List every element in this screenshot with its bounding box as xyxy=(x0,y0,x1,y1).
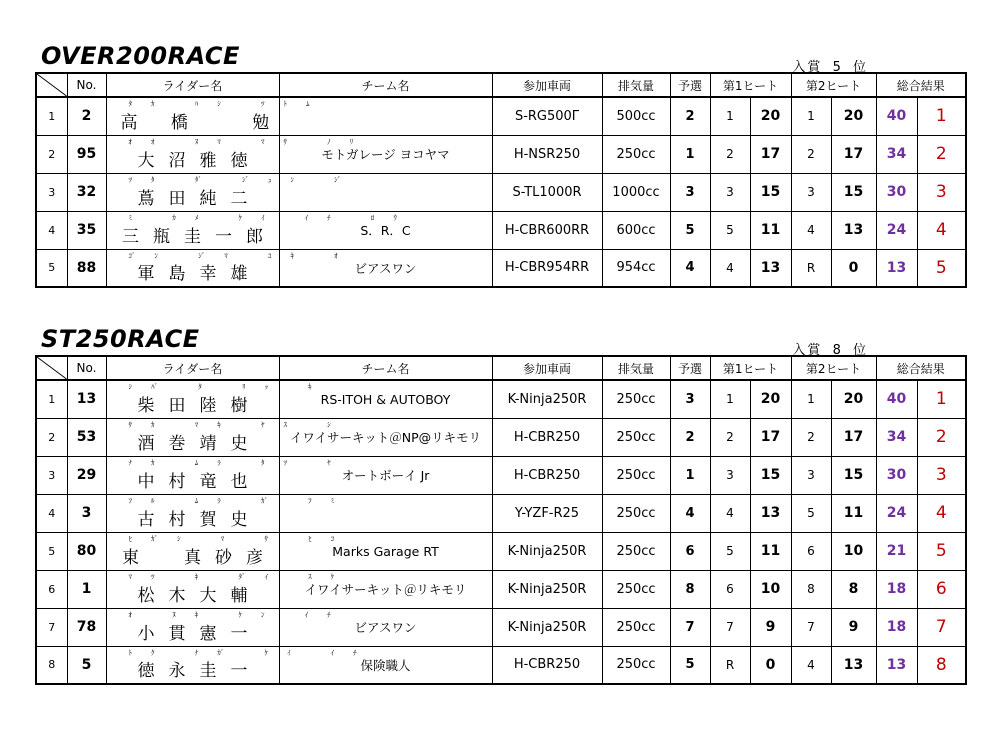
heat2-points: 17 xyxy=(831,135,876,173)
final-rank: 3 xyxy=(917,456,966,494)
qualifying-position: 5 xyxy=(670,211,710,249)
header-heat2: 第2ヒート xyxy=(791,356,876,380)
header-cc: 排気量 xyxy=(602,356,670,380)
final-rank: 3 xyxy=(917,173,966,211)
rider-kanji: 高 橋 勉 xyxy=(120,112,284,133)
table-row xyxy=(36,532,966,570)
header-qual: 予選 xyxy=(670,356,710,380)
total-points: 18 xyxy=(876,608,917,646)
prize-label: 入賞 xyxy=(792,60,823,75)
header-rider: ライダー名 xyxy=(106,73,279,97)
rider-furigana: ﾂﾀ ﾀﾞ ｼﾞｭﾝ ｼﾞ xyxy=(128,175,361,184)
final-rank: 7 xyxy=(917,608,966,646)
rider-kanji: 酒巻靖史 xyxy=(137,433,262,454)
total-points: 13 xyxy=(876,249,917,287)
heat2-points: 13 xyxy=(831,211,876,249)
heat2-points: 13 xyxy=(831,646,876,684)
race-title: ST250RACE xyxy=(41,325,200,353)
heat1-points: 15 xyxy=(750,173,791,211)
team-name: モトガレージ ヨコヤマ xyxy=(279,135,492,173)
total-points: 34 xyxy=(876,418,917,456)
final-rank: 4 xyxy=(917,494,966,532)
qualifying-position: 3 xyxy=(670,380,710,418)
displacement: 600cc xyxy=(602,211,670,249)
race-title: OVER200RACE xyxy=(41,42,240,70)
table-row xyxy=(36,608,966,646)
total-points: 24 xyxy=(876,211,917,249)
qualifying-position: 1 xyxy=(670,135,710,173)
vehicle: S-RG500Γ xyxy=(492,97,602,135)
heat1-position: 2 xyxy=(710,418,750,456)
rider-kanji: 徳永圭一 xyxy=(137,661,262,682)
rider-kanji: 三瓶圭一郎 xyxy=(122,226,277,247)
total-points: 40 xyxy=(876,380,917,418)
heat1-position: 3 xyxy=(710,173,750,211)
total-points: 21 xyxy=(876,532,917,570)
heat2-points: 0 xyxy=(831,249,876,287)
displacement: 250cc xyxy=(602,380,670,418)
heat1-position: 4 xyxy=(710,249,750,287)
rider-kanji: 蔦田純二 xyxy=(137,188,262,209)
rider-furigana: ｻｶ ﾏｷ ﾔｽ ｼ xyxy=(128,420,350,429)
heat2-position: 2 xyxy=(791,135,831,173)
table-row xyxy=(36,418,966,456)
heat2-points: 20 xyxy=(831,97,876,135)
total-points: 13 xyxy=(876,646,917,684)
rider-name xyxy=(106,418,350,456)
table-row xyxy=(36,249,966,287)
heat1-points: 20 xyxy=(750,97,791,135)
heat1-position: 1 xyxy=(710,380,750,418)
displacement: 250cc xyxy=(602,532,670,570)
rider-furigana: ﾐ ｶﾒ ｹｲ ｲﾁ ﾛｳ xyxy=(128,213,416,222)
heat2-points: 11 xyxy=(831,494,876,532)
rider-kanji: 東 真砂彦 xyxy=(122,547,277,568)
vehicle: H-CBR250 xyxy=(492,418,602,456)
prize-unit: 位 xyxy=(852,60,868,75)
heat2-position: 4 xyxy=(791,646,831,684)
rider-name xyxy=(106,97,329,135)
rider-name xyxy=(106,249,357,287)
rider-number: 78 xyxy=(67,608,106,646)
rider-name xyxy=(106,646,376,684)
qualifying-position: 1 xyxy=(670,456,710,494)
rider-kanji: 柴田陸樹 xyxy=(137,395,262,416)
rider-name xyxy=(106,135,373,173)
vehicle: Y-YZF-R25 xyxy=(492,494,602,532)
row-position: 5 xyxy=(36,532,67,570)
total-points: 18 xyxy=(876,570,917,608)
corner-cell xyxy=(36,73,67,97)
final-rank: 5 xyxy=(917,532,966,570)
heat1-points: 17 xyxy=(750,418,791,456)
rider-kanji: 小貫憲一 xyxy=(137,623,262,644)
rider-furigana: ﾌﾙ ﾑﾗ ｶﾞ ﾌﾐ xyxy=(128,496,354,505)
team-name: ビアスワン xyxy=(279,608,492,646)
header-overall: 総合結果 xyxy=(876,356,966,380)
table-row xyxy=(36,211,966,249)
rider-furigana: ｼﾊﾞ ﾀ ﾘｯ ｷ xyxy=(128,383,331,391)
rider-number: 1 xyxy=(67,570,106,608)
rider-furigana: ﾋｶﾞｼ ﾏ ｻ ﾋｺ xyxy=(128,534,354,543)
rider-name xyxy=(106,456,350,494)
heat1-points: 15 xyxy=(750,456,791,494)
heat2-position: 4 xyxy=(791,211,831,249)
rider-furigana: ﾏﾂ ｷ ﾀﾞｲ ｽｹ xyxy=(128,572,354,581)
vehicle: H-CBR954RR xyxy=(492,249,602,287)
total-points: 34 xyxy=(876,135,917,173)
row-position: 1 xyxy=(36,380,67,418)
row-position: 7 xyxy=(36,608,67,646)
rider-number: 29 xyxy=(67,456,106,494)
vehicle: H-NSR250 xyxy=(492,135,602,173)
prize-count: 5 xyxy=(832,60,843,75)
qualifying-position: 7 xyxy=(670,608,710,646)
rider-number: 53 xyxy=(67,418,106,456)
rider-furigana: ﾄｸ ﾅｶﾞ ｹｲ ｲﾁ xyxy=(128,648,376,657)
row-position: 3 xyxy=(36,456,67,494)
rider-kanji: 松木大輔 xyxy=(137,585,262,606)
total-points: 30 xyxy=(876,173,917,211)
row-position: 4 xyxy=(36,494,67,532)
final-rank: 2 xyxy=(917,418,966,456)
rider-number: 2 xyxy=(67,97,106,135)
final-rank: 5 xyxy=(917,249,966,287)
vehicle: K-Ninja250R xyxy=(492,570,602,608)
displacement: 250cc xyxy=(602,456,670,494)
qualifying-position: 4 xyxy=(670,494,710,532)
row-position: 6 xyxy=(36,570,67,608)
row-position: 8 xyxy=(36,646,67,684)
heat1-points: 13 xyxy=(750,249,791,287)
heat2-position: 6 xyxy=(791,532,831,570)
heat2-position: 3 xyxy=(791,456,831,494)
displacement: 250cc xyxy=(602,135,670,173)
table-row xyxy=(36,135,966,173)
header-team: チーム名 xyxy=(279,73,492,97)
heat1-points: 17 xyxy=(750,135,791,173)
displacement: 500cc xyxy=(602,97,670,135)
displacement: 1000cc xyxy=(602,173,670,211)
heat1-position: R xyxy=(710,646,750,684)
header-heat2: 第2ヒート xyxy=(791,73,876,97)
heat1-position: 5 xyxy=(710,532,750,570)
row-position: 2 xyxy=(36,418,67,456)
results-table xyxy=(35,72,967,288)
rider-furigana: ｵｵ ﾇﾏ ﾏｻ ﾉﾘ xyxy=(128,137,373,146)
heat2-points: 20 xyxy=(831,380,876,418)
vehicle: H-CBR600RR xyxy=(492,211,602,249)
header-row xyxy=(36,73,966,97)
qualifying-position: 2 xyxy=(670,97,710,135)
header-vehicle: 参加車両 xyxy=(492,356,602,380)
displacement: 954cc xyxy=(602,249,670,287)
vehicle: H-CBR250 xyxy=(492,646,602,684)
team-name: RS-ITOH & AUTOBOY xyxy=(279,380,492,418)
rider-kanji: 軍島幸雄 xyxy=(137,264,262,285)
vehicle: S-TL1000R xyxy=(492,173,602,211)
heat1-position: 3 xyxy=(710,456,750,494)
table-row xyxy=(36,494,966,532)
team-name: ビアスワン xyxy=(279,249,492,287)
rider-number: 5 xyxy=(67,646,106,684)
row-position: 4 xyxy=(36,211,67,249)
heat2-position: 1 xyxy=(791,97,831,135)
heat1-position: 2 xyxy=(710,135,750,173)
row-position: 3 xyxy=(36,173,67,211)
heat2-position: 1 xyxy=(791,380,831,418)
qualifying-position: 3 xyxy=(670,173,710,211)
rider-number: 32 xyxy=(67,173,106,211)
rider-name xyxy=(106,570,354,608)
header-heat1: 第1ヒート xyxy=(710,356,791,380)
rider-furigana: ｺﾞﾝ ｼﾞﾏ ﾕｷ ｵ xyxy=(128,251,357,260)
qualifying-position: 6 xyxy=(670,532,710,570)
rider-furigana: ｵ ﾇｷ ｹﾝ ｲﾁ xyxy=(128,610,350,619)
qualifying-position: 2 xyxy=(670,418,710,456)
displacement: 250cc xyxy=(602,494,670,532)
rider-name xyxy=(106,173,361,211)
rider-number: 80 xyxy=(67,532,106,570)
heat1-points: 11 xyxy=(750,532,791,570)
final-rank: 8 xyxy=(917,646,966,684)
vehicle: K-Ninja250R xyxy=(492,532,602,570)
total-points: 24 xyxy=(876,494,917,532)
row-position: 1 xyxy=(36,97,67,135)
team-name: S．R．C xyxy=(279,211,492,249)
table-row xyxy=(36,380,966,418)
prize-unit: 位 xyxy=(852,343,868,358)
heat2-points: 9 xyxy=(831,608,876,646)
qualifying-position: 5 xyxy=(670,646,710,684)
rider-kanji: 中村竜也 xyxy=(137,471,262,492)
vehicle: K-Ninja250R xyxy=(492,380,602,418)
total-points: 40 xyxy=(876,97,917,135)
results-table xyxy=(35,355,967,685)
table-row xyxy=(36,97,966,135)
displacement: 250cc xyxy=(602,418,670,456)
header-row xyxy=(36,356,966,380)
table-row xyxy=(36,456,966,494)
qualifying-position: 8 xyxy=(670,570,710,608)
rider-number: 13 xyxy=(67,380,106,418)
team-name: 保険職人 xyxy=(279,646,492,684)
displacement: 250cc xyxy=(602,570,670,608)
total-points: 30 xyxy=(876,456,917,494)
final-rank: 2 xyxy=(917,135,966,173)
prize-label: 入賞 xyxy=(792,343,823,358)
table-row xyxy=(36,173,966,211)
rider-kanji: 大沼雅徳 xyxy=(137,150,262,171)
header-no: No. xyxy=(67,356,106,380)
rider-furigana: ﾅｶ ﾑﾗ ﾀﾂ ﾔ xyxy=(128,458,350,467)
heat2-position: 2 xyxy=(791,418,831,456)
heat1-position: 1 xyxy=(710,97,750,135)
heat2-position: 3 xyxy=(791,173,831,211)
header-rider: ライダー名 xyxy=(106,356,279,380)
rider-name xyxy=(106,494,354,532)
table-row xyxy=(36,646,966,684)
heat2-points: 17 xyxy=(831,418,876,456)
header-cc: 排気量 xyxy=(602,73,670,97)
final-rank: 1 xyxy=(917,97,966,135)
heat2-position: 5 xyxy=(791,494,831,532)
final-rank: 1 xyxy=(917,380,966,418)
table-row xyxy=(36,570,966,608)
heat1-position: 5 xyxy=(710,211,750,249)
heat1-position: 7 xyxy=(710,608,750,646)
displacement: 250cc xyxy=(602,646,670,684)
rider-furigana: ﾀｶ ﾊｼ ﾂﾄﾑ xyxy=(128,100,329,108)
heat1-points: 10 xyxy=(750,570,791,608)
team-name: イワイサーキット＠リキモリ xyxy=(279,570,492,608)
heat1-points: 13 xyxy=(750,494,791,532)
heat1-position: 6 xyxy=(710,570,750,608)
header-vehicle: 参加車両 xyxy=(492,73,602,97)
header-overall: 総合結果 xyxy=(876,73,966,97)
vehicle: K-Ninja250R xyxy=(492,608,602,646)
qualifying-position: 4 xyxy=(670,249,710,287)
rider-number: 95 xyxy=(67,135,106,173)
displacement: 250cc xyxy=(602,608,670,646)
rider-name xyxy=(106,532,354,570)
header-heat1: 第1ヒート xyxy=(710,73,791,97)
heat1-points: 11 xyxy=(750,211,791,249)
team-name: Marks Garage RT xyxy=(279,532,492,570)
row-position: 2 xyxy=(36,135,67,173)
final-rank: 4 xyxy=(917,211,966,249)
rider-name xyxy=(106,608,350,646)
heat1-position: 4 xyxy=(710,494,750,532)
team-name: イワイサーキット＠NP@リキモリ xyxy=(279,418,492,456)
heat2-points: 15 xyxy=(831,456,876,494)
rider-number: 88 xyxy=(67,249,106,287)
rider-kanji: 古村賀史 xyxy=(137,509,262,530)
row-position: 5 xyxy=(36,249,67,287)
header-no: No. xyxy=(67,73,106,97)
heat2-position: R xyxy=(791,249,831,287)
team-name: オートボーイ Jr xyxy=(279,456,492,494)
prize-count: 8 xyxy=(832,343,843,358)
rider-name xyxy=(106,380,331,418)
heat2-position: 7 xyxy=(791,608,831,646)
heat2-points: 15 xyxy=(831,173,876,211)
header-qual: 予選 xyxy=(670,73,710,97)
heat1-points: 0 xyxy=(750,646,791,684)
corner-cell xyxy=(36,356,67,380)
vehicle: H-CBR250 xyxy=(492,456,602,494)
header-team: チーム名 xyxy=(279,356,492,380)
final-rank: 6 xyxy=(917,570,966,608)
heat2-points: 10 xyxy=(831,532,876,570)
heat1-points: 20 xyxy=(750,380,791,418)
rider-number: 3 xyxy=(67,494,106,532)
rider-number: 35 xyxy=(67,211,106,249)
heat2-position: 8 xyxy=(791,570,831,608)
heat1-points: 9 xyxy=(750,608,791,646)
heat2-points: 8 xyxy=(831,570,876,608)
